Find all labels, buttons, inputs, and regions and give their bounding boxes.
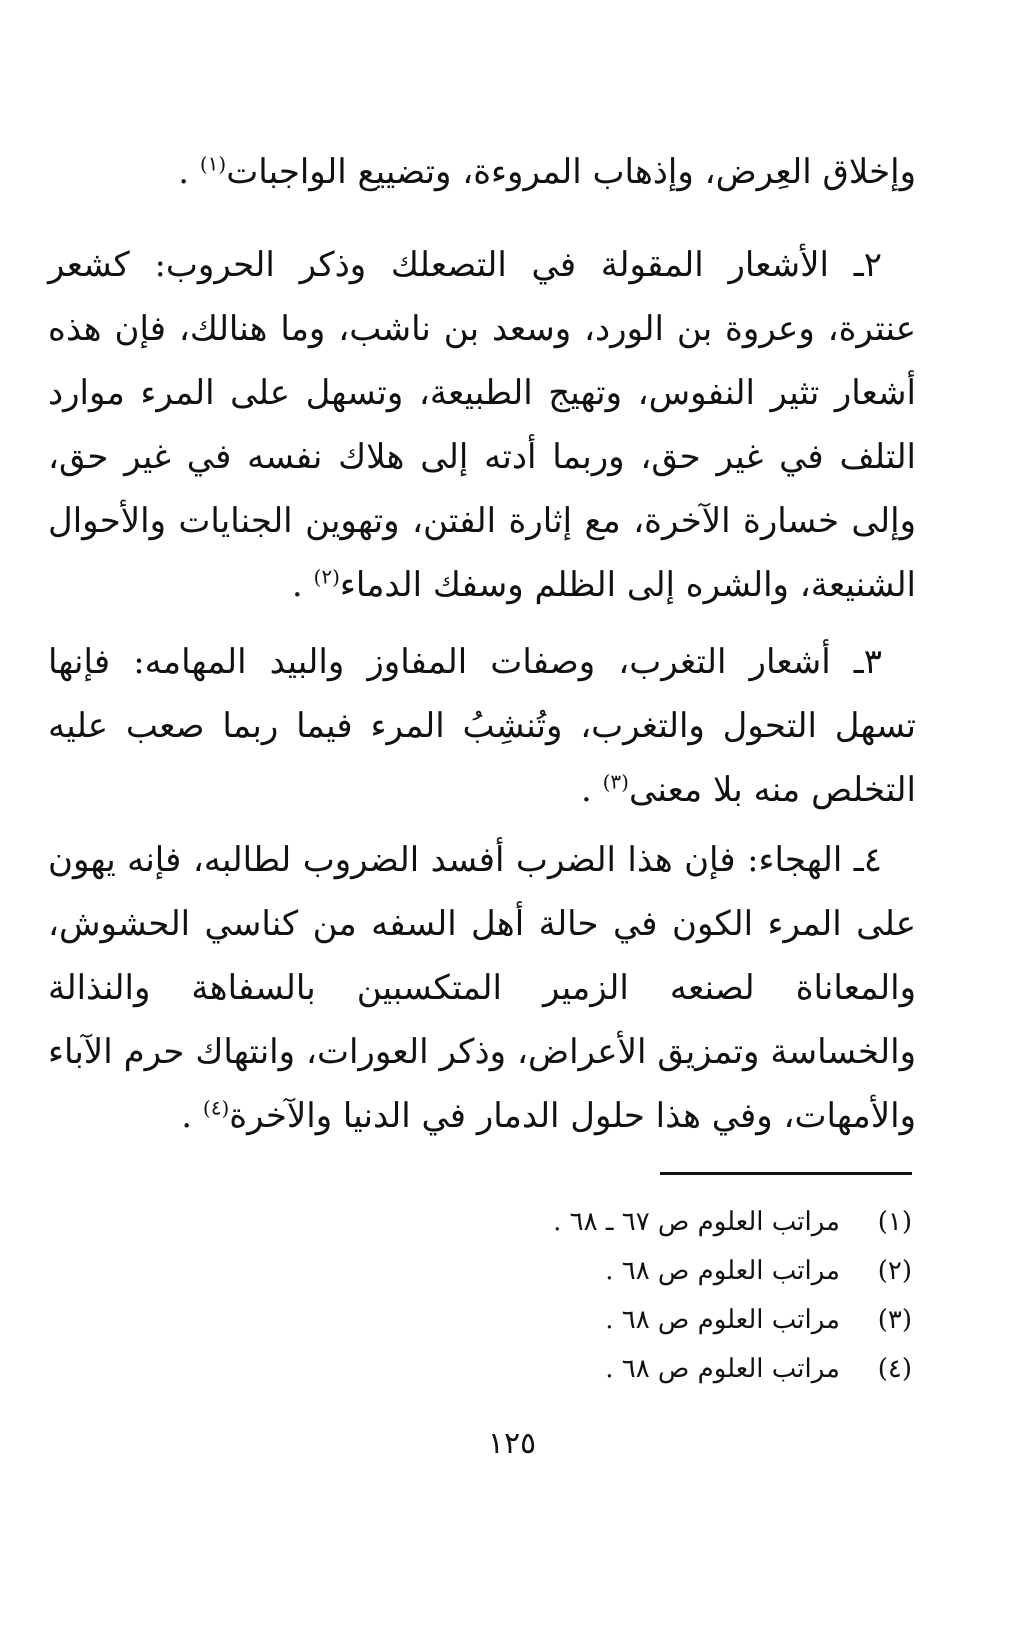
footnote-item [400, 1247, 912, 1296]
footnotes-list [400, 1198, 912, 1394]
footnote-divider [660, 1172, 912, 1175]
footnote-ref: ( $^١$ ) [200, 152, 226, 176]
footnote-number: ( ١ ) [840, 1198, 912, 1247]
footnote-text: مراتب العلوم ص ٦٧ ـ ٦٨ . [553, 1207, 840, 1237]
paragraph-text: ٤ـ الهجاء: فإن هذا الضرب أفسد الضروب لطالبه، فإنه يهون على المرء الكون في حالة أهل السفه من كناسي الحشوش، والمعاناة لصنعه الزمير المتكسبين بالسفاهة والنذالة والخساسة وتمزيق الأعراض، وذكر العورات، وانتهاك حرم الآباء والأمهات، وفي هذا حلول الدمار في الدنيا والآخرة [48, 840, 916, 1136]
footnote-item [400, 1198, 912, 1247]
footnote-text: مراتب العلوم ص ٦٨ . [605, 1256, 840, 1286]
footnote-number: ( ٢ ) [840, 1247, 912, 1296]
paragraph-end: . [580, 770, 592, 810]
paragraph-end: . [178, 152, 190, 192]
footnote-number: ( ٤ ) [840, 1345, 912, 1394]
footnote-number: ( ٣ ) [840, 1296, 912, 1345]
footnote-ref: ( $^٣$ ) [603, 770, 629, 794]
paragraph-3 [48, 630, 916, 822]
footnote-item [400, 1296, 912, 1345]
paragraph-2 [48, 233, 916, 617]
footnote-text: مراتب العلوم ص ٦٨ . [605, 1354, 840, 1384]
paragraph-end: . [291, 565, 303, 605]
footnote-text: مراتب العلوم ص ٦٨ . [605, 1305, 840, 1335]
page-number: ١٢٥ [487, 1426, 537, 1461]
paragraph-end: . [181, 1096, 193, 1136]
continuation-paragraph [48, 140, 916, 204]
footnote-ref: ( $^٢$ ) [314, 565, 340, 589]
footnote-ref: ( $^٤$ ) [203, 1096, 229, 1120]
paragraph-text: ٣ـ أشعار التغرب، وصفات المفاوز والبيد المهامه: فإنها تسهل التحول والتغرب، وتُنشِبُ المرء فيما ربما صعب عليه التخلص منه بلا معنى [48, 642, 916, 810]
paragraph-text: ٢ـ الأشعار المقولة في التصعلك وذكر الحروب: كشعر عنترة، وعروة بن الورد، وسعد بن ناشب، وما هنالك، فإن هذه أشعار تثير النفوس، وتهيج الطبيعة، وتسهل على المرء موارد التلف في غير حق، وربما أدته إلى هلاك نفسه في غير حق، وإلى خسارة الآخرة، مع إثارة الفتن، وتهوين الجنايات والأحوال الشنيعة، والشره إلى الظلم وسفك الدماء [48, 245, 917, 605]
paragraph-4 [48, 828, 916, 1148]
footnote-item [400, 1345, 912, 1394]
paragraph-text: وإخلاق العِرض، وإذهاب المروءة، وتضييع الواجبات [226, 152, 916, 192]
